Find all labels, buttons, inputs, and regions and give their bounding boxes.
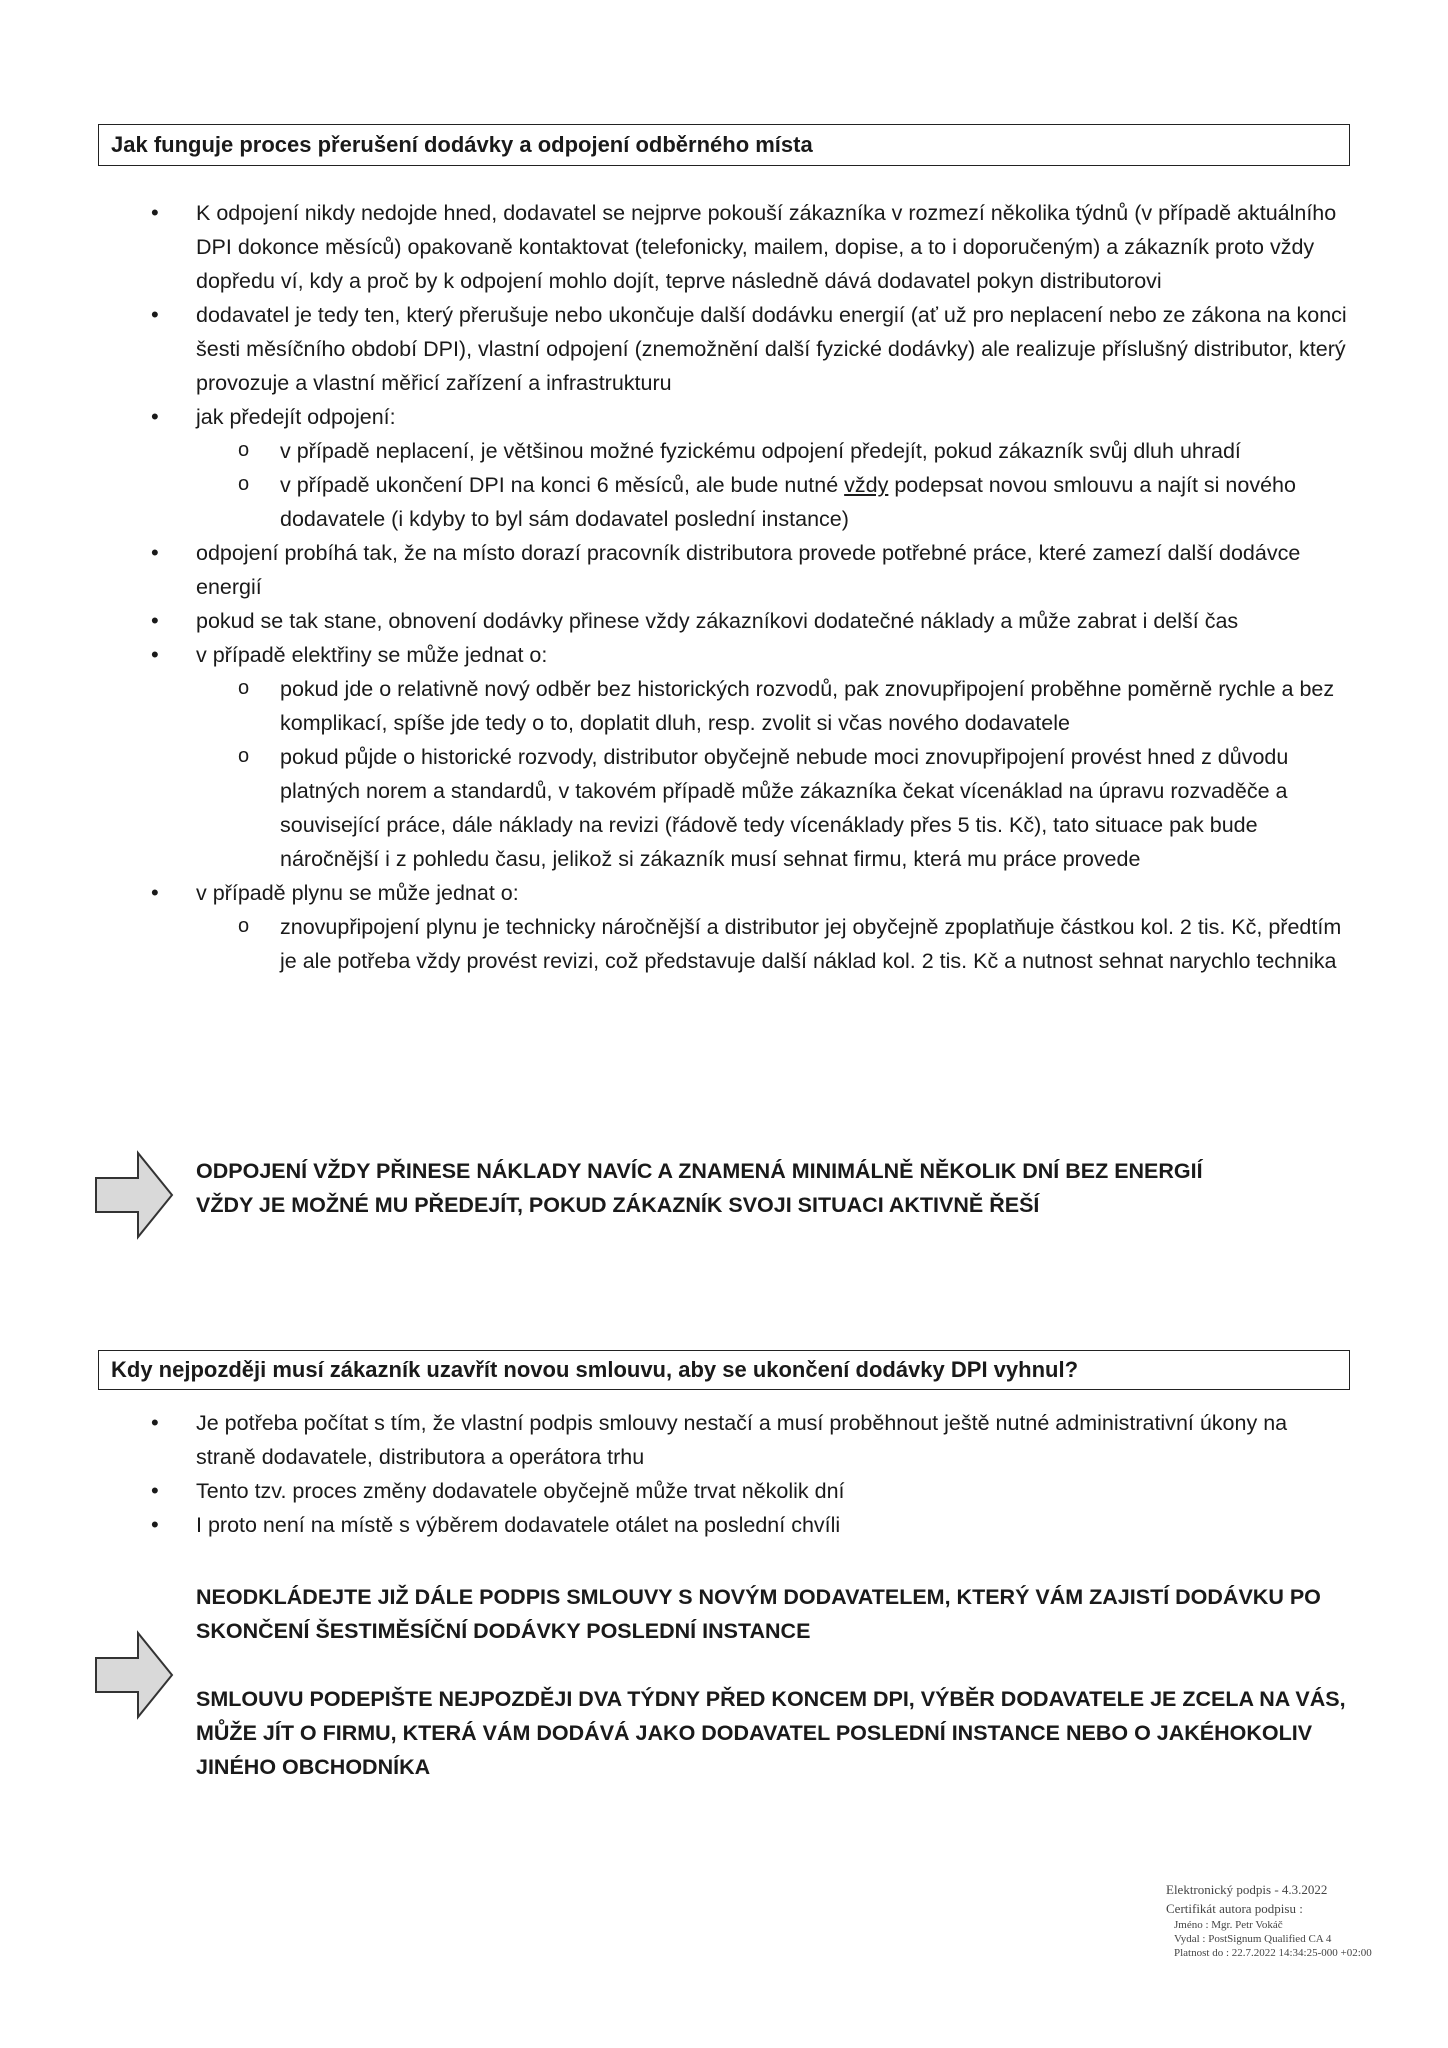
sub-list-item: o pokud půjde o historické rozvody, distributor obyčejně nebude moci znovupřipojení provést hned z důvodu platných norem a standardů, v takovém případě může zákazníka čekat vícenáklad na úpravu rozvaděče a související práce, dále náklady na revizi (řádově tedy vícenáklady přes 5 tis. Kč), tato situace pak bude náročnější i z pohledu času, jelikož si zákazník musí sehnat firmu, která mu práce provede bbox=[0, 740, 1448, 876]
list-item: • I proto není na místě s výběrem dodavatele otálet na poslední chvíli bbox=[0, 1508, 1448, 1542]
sub-list-item: o pokud jde o relativně nový odběr bez historických rozvodů, pak znovupřipojení proběhne poměrně rychle a bez komplikací, spíše jde tedy o to, doplatit dluh, resp. zvolit si včas nového dodavatele bbox=[0, 672, 1448, 740]
section-heading-box bbox=[98, 124, 1350, 166]
list-item: • Je potřeba počítat s tím, že vlastní podpis smlouvy nestačí a musí proběhnout ještě nutné administrativní úkony na straně dodavatele, distributora a operátora trhu bbox=[0, 1406, 1448, 1474]
sub-list-item bbox=[0, 468, 1448, 536]
section-heading: Jak funguje proces přerušení dodávky a odpojení odběrného místa bbox=[111, 132, 813, 157]
underlined-word: vždy bbox=[844, 473, 889, 497]
sub-list-item: o v případě neplacení, je většinou možné fyzickému odpojení předejít, pokud zákazník svůj dluh uhradí bbox=[0, 434, 1448, 468]
list-item: • odpojení probíhá tak, že na místo dorazí pracovník distributora provede potřebné práce, které zamezí další dodávce energií bbox=[0, 536, 1448, 604]
signature-line: Jméno : Mgr. Petr Vokáč bbox=[1174, 1919, 1283, 1931]
bullet-list bbox=[0, 196, 1448, 978]
callout-line: ODPOJENÍ VŽDY PŘINESE NÁKLADY NAVÍC A ZNAMENÁ MINIMÁLNĚ NĚKOLIK DNÍ BEZ ENERGIÍ bbox=[196, 1159, 1203, 1183]
sub-list-item: o znovupřipojení plynu je technicky náročnější a distributor jej obyčejně zpoplatňuje částkou kol. 2 tis. Kč, předtím je ale potřeba vždy provést revizi, což představuje další náklad kol. 2 tis. Kč a nutnost sehnat narychlo technika bbox=[0, 910, 1448, 978]
electronic-signature bbox=[1166, 1880, 1436, 1960]
signature-line: Vydal : PostSignum Qualified CA 4 bbox=[1174, 1933, 1332, 1945]
bullet-list bbox=[0, 1406, 1448, 1542]
list-item: • dodavatel je tedy ten, který přerušuje nebo ukončuje další dodávku energií (ať už pro neplacení nebo ze zákona na konci šesti měsíčního období DPI), vlastní odpojení (znemožnění další fyzické dodávky) ale realizuje příslušný distributor, který provozuje a vlastní měřicí zařízení a infrastrukturu bbox=[0, 298, 1448, 400]
list-item: • jak předejít odpojení: bbox=[0, 400, 1448, 434]
signature-line: Certifikát autora podpisu : bbox=[1166, 1901, 1303, 1916]
callout-block: NEODKLÁDEJTE JIŽ DÁLE PODPIS SMLOUVY S NOVÝM DODAVATELEM, KTERÝ VÁM ZAJISTÍ DODÁVKU PO SKONČENÍ ŠESTIMĚSÍČNÍ DODÁVKY POSLEDNÍ INSTANCE bbox=[196, 1585, 1321, 1643]
right-arrow-icon bbox=[94, 1630, 174, 1720]
list-item: • v případě elektřiny se může jednat o: bbox=[0, 638, 1448, 672]
list-item: • K odpojení nikdy nedojde hned, dodavatel se nejprve pokouší zákazníka v rozmezí několika týdnů (v případě aktuálního DPI dokonce měsíců) opakovaně kontaktovat (telefonicky, mailem, dopise, a to i doporučeným) a zákazník proto vždy dopředu ví, kdy a proč by k odpojení mohlo dojít, teprve následně dává dodavatel pokyn distributorovi bbox=[0, 196, 1448, 298]
list-item: • Tento tzv. proces změny dodavatele obyčejně může trvat několik dní bbox=[0, 1474, 1448, 1508]
signature-line: Platnost do : 22.7.2022 14:34:25-000 +02:00 bbox=[1174, 1947, 1372, 1959]
callout-block bbox=[196, 1154, 1356, 1222]
list-item: • v případě plynu se může jednat o: bbox=[0, 876, 1448, 910]
text-span: podepsat novou smlouvu a najít si nového dodavatele (i kdyby to byl sám dodavatel poslední instance) bbox=[280, 473, 1296, 531]
callout-block: SMLOUVU PODEPIŠTE NEJPOZDĚJI DVA TÝDNY PŘED KONCEM DPI, VÝBĚR DODAVATELE JE ZCELA NA VÁS, MŮŽE JÍT O FIRMU, KTERÁ VÁM DODÁVÁ JAKO DODAVATEL POSLEDNÍ INSTANCE NEBO O JAKÉHOKOLIV JINÉHO OBCHODNÍKA bbox=[196, 1687, 1346, 1779]
signature-line: Elektronický podpis - 4.3.2022 bbox=[1166, 1882, 1328, 1897]
list-item: • pokud se tak stane, obnovení dodávky přinese vždy zákazníkovi dodatečné náklady a může zabrat i delší čas bbox=[0, 604, 1448, 638]
right-arrow-icon bbox=[94, 1150, 174, 1240]
section-heading-box bbox=[98, 1350, 1350, 1390]
section-heading: Kdy nejpozději musí zákazník uzavřít novou smlouvu, aby se ukončení dodávky DPI vyhnul? bbox=[111, 1357, 1079, 1382]
callout-line: VŽDY JE MOŽNÉ MU PŘEDEJÍT, POKUD ZÁKAZNÍK SVOJI SITUACI AKTIVNĚ ŘEŠÍ bbox=[196, 1193, 1040, 1217]
text-span: v případě ukončení DPI na konci 6 měsíců, ale bude nutné bbox=[280, 473, 845, 497]
